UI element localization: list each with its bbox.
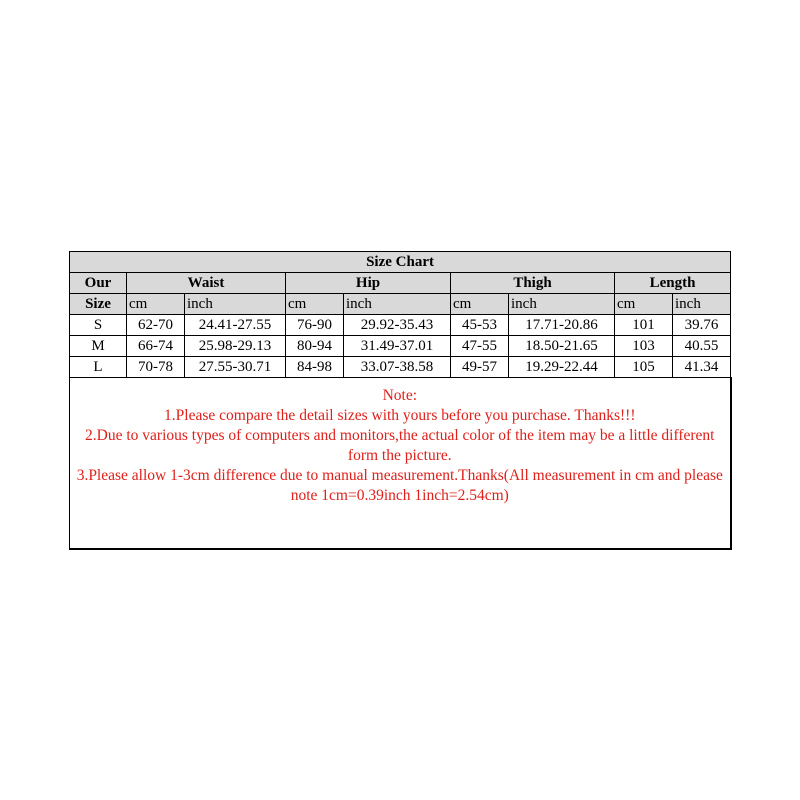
thigh-inch-header: inch bbox=[509, 294, 615, 315]
waist-inch-header: inch bbox=[185, 294, 286, 315]
length-cm-header: cm bbox=[615, 294, 673, 315]
hip-header: Hip bbox=[286, 273, 451, 294]
length-header: Length bbox=[615, 273, 731, 294]
waist-cm-header: cm bbox=[127, 294, 185, 315]
thigh-cm-cell: 49-57 bbox=[451, 357, 509, 378]
thigh-header: Thigh bbox=[451, 273, 615, 294]
size-header-bottom: Size bbox=[70, 294, 127, 315]
title-row bbox=[70, 252, 731, 273]
size-header-top: Our bbox=[70, 273, 127, 294]
thigh-cm-cell: 47-55 bbox=[451, 336, 509, 357]
group-header-row bbox=[70, 273, 731, 294]
hip-inch-cell: 31.49-37.01 bbox=[344, 336, 451, 357]
hip-cm-cell: 84-98 bbox=[286, 357, 344, 378]
thigh-inch-cell: 17.71-20.86 bbox=[509, 315, 615, 336]
note-line-2: 2.Due to various types of computers and monitors,the actual color of the item may be a little different form the picture. bbox=[85, 427, 715, 464]
waist-inch-cell: 27.55-30.71 bbox=[185, 357, 286, 378]
length-inch-cell: 41.34 bbox=[673, 357, 731, 378]
notes-cell bbox=[70, 378, 731, 550]
size-cell: M bbox=[70, 336, 127, 357]
thigh-cm-header: cm bbox=[451, 294, 509, 315]
table-row bbox=[70, 336, 731, 357]
thigh-cm-cell: 45-53 bbox=[451, 315, 509, 336]
length-cm-cell: 105 bbox=[615, 357, 673, 378]
length-inch-cell: 39.76 bbox=[673, 315, 731, 336]
thigh-inch-cell: 19.29-22.44 bbox=[509, 357, 615, 378]
hip-inch-header: inch bbox=[344, 294, 451, 315]
waist-inch-cell: 24.41-27.55 bbox=[185, 315, 286, 336]
size-cell: L bbox=[70, 357, 127, 378]
size-chart-table bbox=[69, 251, 732, 550]
table-row bbox=[70, 315, 731, 336]
length-cm-cell: 103 bbox=[615, 336, 673, 357]
hip-inch-cell: 29.92-35.43 bbox=[344, 315, 451, 336]
length-cm-cell: 101 bbox=[615, 315, 673, 336]
note-line-1: 1.Please compare the detail sizes with yours before you purchase. Thanks!!! bbox=[164, 407, 636, 424]
waist-cm-cell: 66-74 bbox=[127, 336, 185, 357]
note-heading: Note: bbox=[382, 387, 417, 404]
waist-cm-cell: 62-70 bbox=[127, 315, 185, 336]
hip-cm-cell: 76-90 bbox=[286, 315, 344, 336]
hip-inch-cell: 33.07-38.58 bbox=[344, 357, 451, 378]
waist-cm-cell: 70-78 bbox=[127, 357, 185, 378]
length-inch-header: inch bbox=[673, 294, 731, 315]
notes-row bbox=[70, 378, 731, 550]
thigh-inch-cell: 18.50-21.65 bbox=[509, 336, 615, 357]
hip-cm-cell: 80-94 bbox=[286, 336, 344, 357]
note-line-3: 3.Please allow 1-3cm difference due to manual measurement.Thanks(All measurement in cm and please note 1cm=0.39inch 1inch=2.54cm) bbox=[76, 467, 723, 504]
waist-header: Waist bbox=[127, 273, 286, 294]
size-cell: S bbox=[70, 315, 127, 336]
chart-title: Size Chart bbox=[70, 252, 731, 273]
unit-header-row bbox=[70, 294, 731, 315]
waist-inch-cell: 25.98-29.13 bbox=[185, 336, 286, 357]
length-inch-cell: 40.55 bbox=[673, 336, 731, 357]
table-row bbox=[70, 357, 731, 378]
hip-cm-header: cm bbox=[286, 294, 344, 315]
